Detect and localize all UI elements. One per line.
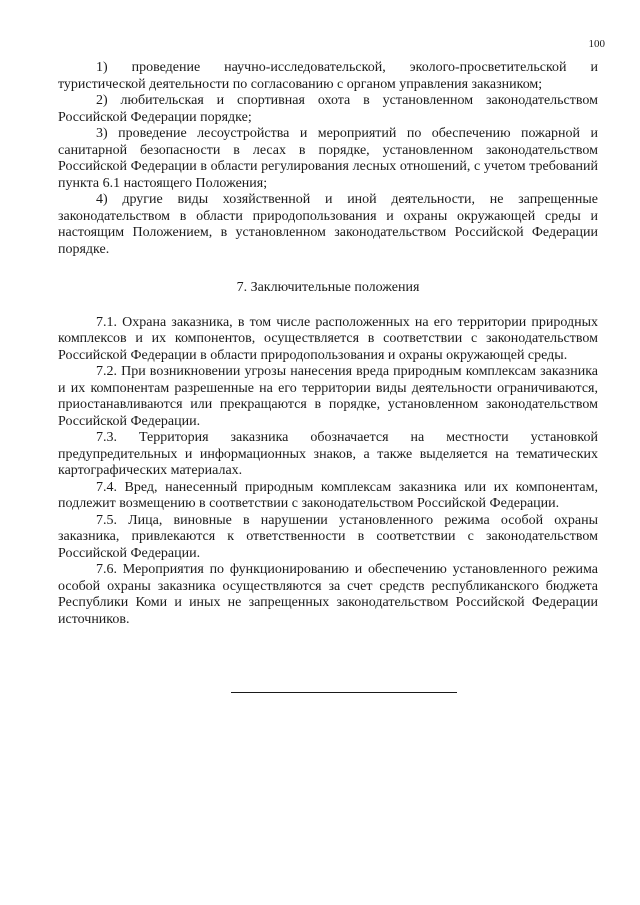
list-item: 2) любительская и спортивная охота в установленном законодательством Российской Федерации порядке; (58, 93, 598, 125)
clause-7-3: 7.3. Территория заказника обозначается на местности установкой предупредительных и информационных знаков, а также выделяется на тематических картографических материалах. (58, 430, 598, 478)
clause-7-4: 7.4. Вред, нанесенный природным комплексам заказника или их компонентам, подлежит возмещению в соответствии с законодательством Российской Федерации. (58, 479, 598, 511)
clause-7-2: 7.2. При возникновении угрозы нанесения вреда природным комплексам заказника и их компонентам разрешенные на его территории виды деятельности ограничиваются, приостанавливаются или прекращаются в порядке, установленном законодательством Российской Федерации. (58, 364, 598, 429)
list-item: 3) проведение лесоустройства и мероприятий по обеспечению пожарной и санитарной безопасности в лесах в порядке, установленном законодательством Российской Федерации в области регулирования лесных отношений, с учетом требований пункта 6.1 настоящего Положения; (58, 126, 598, 191)
document-body (58, 60, 598, 628)
end-divider-line (231, 692, 457, 693)
list-item: 4) другие виды хозяйственной и иной деятельности, не запрещенные законодательством в области природопользования и охраны окружающей среды и настоящим Положением, в установленном законодательством Российской Федерации порядке. (58, 192, 598, 257)
clause-7-5: 7.5. Лица, виновные в нарушении установленного режима особой охраны заказника, привлекаются к ответственности в соответствии с законодательством Российской Федерации. (58, 512, 598, 561)
page-number: 100 (588, 38, 605, 50)
clause-7-6: 7.6. Мероприятия по функционированию и обеспечению установленного режима особой охраны заказника осуществляются за счет средств республиканского бюджета Республики Коми и иных не запрещенных законодательством Российской Федерации источников. (58, 562, 598, 627)
section-heading: 7. Заключительные положения (236, 280, 420, 295)
list-item: 1) проведение научно-исследовательской, эколого-просветительской и туристической деятельности по согласованию с органом управления заказником; (58, 60, 598, 92)
clause-7-1: 7.1. Охрана заказника, в том числе расположенных на его территории природных комплексов и их компонентов, осуществляется в соответствии с законодательством Российской Федерации в области природопользования и охраны окружающей среды. (58, 314, 598, 363)
